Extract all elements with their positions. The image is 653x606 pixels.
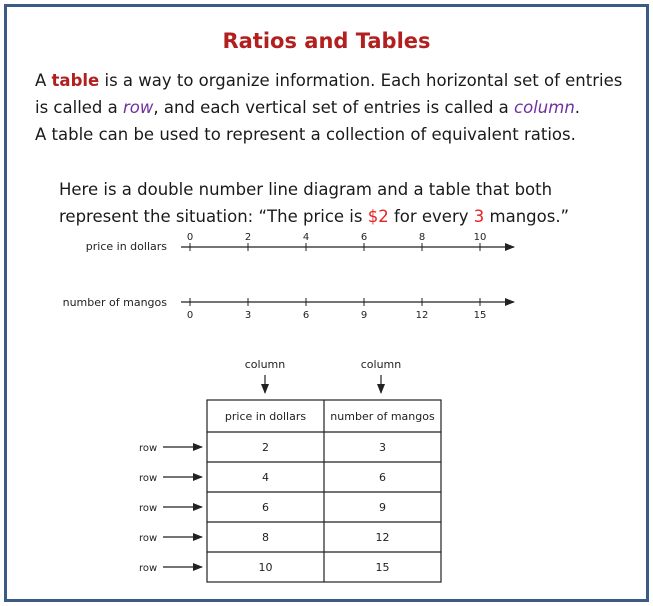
page-title: Ratios and Tables — [222, 29, 431, 53]
table-cell: 9 — [379, 501, 386, 514]
intro-text: is called a — [35, 98, 124, 117]
price-highlight: $2 — [367, 207, 389, 226]
row-label: row — [139, 443, 158, 454]
table-header-cell: price in dollars — [224, 410, 307, 423]
table-cell: 15 — [375, 561, 390, 574]
intro-text: is a way to organize information. Each horizontal set of entries — [99, 71, 623, 90]
row-label: row — [139, 473, 158, 484]
intro-text: A — [35, 71, 52, 90]
price-line-label: price in dollars — [85, 240, 167, 253]
keyword-row: row — [123, 98, 154, 117]
row-label: row — [139, 533, 158, 544]
table-cell: 2 — [262, 441, 269, 454]
ratio-table — [207, 400, 441, 582]
price-tick-label: 4 — [302, 232, 310, 243]
mangos-tick-label: 3 — [244, 310, 252, 321]
table-cell: 6 — [262, 501, 269, 514]
table-cell: 3 — [379, 441, 386, 454]
table-header-cell: number of mangos — [330, 410, 435, 423]
mangos-number-line — [63, 296, 514, 321]
column-label-1: column — [244, 358, 286, 371]
situation-line-1: Here is a double number line diagram and a table that both — [59, 180, 553, 199]
price-tick-label: 2 — [244, 232, 252, 243]
price-tick-label: 8 — [418, 232, 426, 243]
situation-text: represent the situation: “The price is — [59, 207, 368, 226]
table-cell: 12 — [375, 531, 390, 544]
mangos-line-label: number of mangos — [62, 296, 167, 309]
column-label-2: column — [360, 358, 402, 371]
situation-text: for every — [388, 207, 474, 226]
table-cell: 6 — [379, 471, 386, 484]
price-tick-label: 0 — [186, 232, 194, 243]
intro-text: . — [574, 98, 581, 117]
count-highlight: 3 — [473, 207, 485, 226]
keyword-column: column — [514, 98, 575, 117]
mangos-tick-label: 9 — [360, 310, 368, 321]
row-label: row — [139, 563, 158, 574]
column-annotations — [245, 358, 402, 393]
mangos-tick-label: 6 — [302, 310, 310, 321]
price-ticks — [187, 232, 487, 251]
table-cell: 10 — [258, 561, 273, 574]
row-annotations — [139, 443, 202, 574]
keyword-table: table — [51, 71, 100, 90]
intro-text: , and each vertical set of entries is called a — [153, 98, 515, 117]
price-tick-label: 10 — [473, 232, 487, 243]
mangos-tick-label: 15 — [473, 310, 487, 321]
price-tick-label: 6 — [360, 232, 368, 243]
intro-line-3: A table can be used to represent a collection of equivalent ratios. — [35, 125, 576, 144]
mangos-tick-label: 0 — [186, 310, 194, 321]
mangos-tick-label: 12 — [415, 310, 429, 321]
situation-text: mangos.” — [484, 207, 570, 226]
table-cell: 4 — [262, 471, 269, 484]
price-number-line — [86, 232, 514, 253]
row-label: row — [139, 503, 158, 514]
table-cell: 8 — [262, 531, 269, 544]
